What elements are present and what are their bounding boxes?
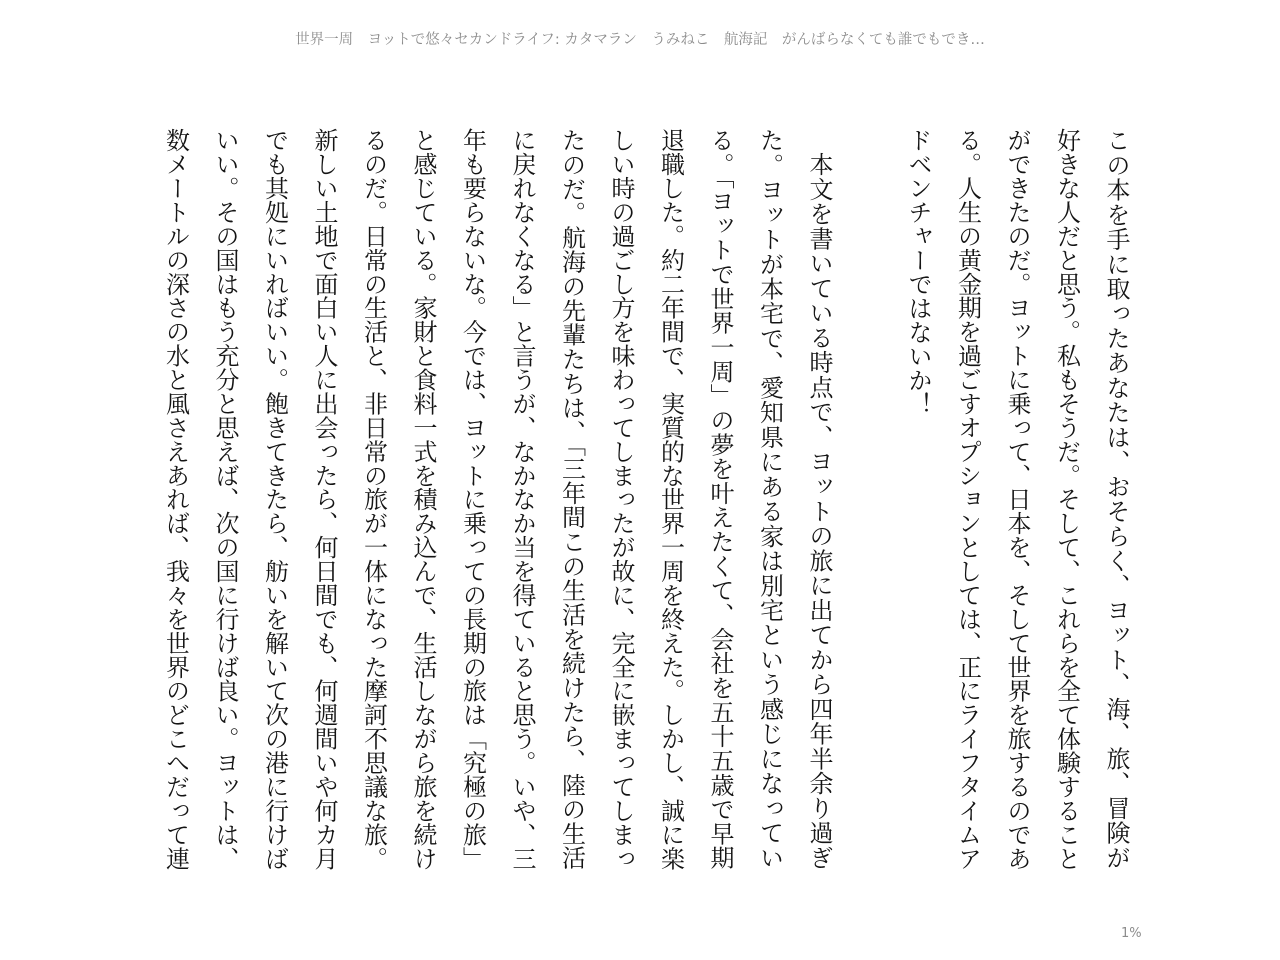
text-column: 数メートルの深さの水と風さえあれば、我々を世界のどこへだって連	[161, 128, 190, 871]
text-column: と感じている。家財と食料一式を積み込んで、生活しながら旅を続け	[409, 128, 437, 871]
text-column: でも其処にいればいい。飽きてきたら、舫いを解いて次の港に行けば	[260, 128, 289, 871]
text-column: 年も要らないな。今では、ヨットに乗っての長期の旅は「究極の旅」	[458, 128, 487, 871]
text-column: に戻れなくなる」と言うが、なかなか当を得ていると思う。いや、三	[508, 128, 536, 871]
text-column: この本を手に取ったあなたは、おそらく、ヨット、海、旅、冒険が	[1102, 128, 1130, 870]
text-column: た。ヨットが本宅で、愛知県にある家は別宅という感じになってい	[755, 128, 784, 870]
paragraph	[893, 128, 1141, 888]
text-column: たのだ。航海の先輩たちは、「三年間この生活を続けたら、陸の生活	[557, 128, 586, 870]
text-column: る。「ヨットで世界一周」の夢を叶えたくて、会社を五十五歳で早期	[706, 128, 734, 870]
text-column: 本文を書いている時点で、ヨットの旅に出てから四年半余り過ぎ	[805, 152, 833, 871]
text-column: ドベンチャーではないか！	[904, 128, 932, 416]
text-column: 好きな人だと思う。私もそうだ。そして、これらを全て体験すること	[1052, 128, 1081, 871]
text-column: いい。その国はもう充分と思えば、次の国に行けば良い。ヨットは、	[211, 128, 239, 871]
paragraph	[150, 128, 843, 888]
text-column: 退職した。約二年間で、実質的な世界一周を終えた。しかし、誠に楽	[656, 128, 685, 871]
text-column: るのだ。日常の生活と、非日常の旅が一体になった摩訶不思議な旅。	[359, 128, 388, 871]
text-column: しい時の過ごし方を味わってしまったが故に、完全に嵌まってしまっ	[607, 128, 635, 871]
reading-progress-label: 1%	[1121, 926, 1142, 941]
reading-page[interactable]	[150, 128, 1140, 888]
text-column: ができたのだ。ヨットに乗って、日本を、そして世界を旅するのであ	[1003, 128, 1031, 871]
text-column: る。人生の黄金期を過ごすオプションとしては、正にライフタイムア	[953, 128, 982, 871]
book-title-header: 世界一周 ヨットで悠々セカンドライフ: カタマラン うみねこ 航海記 がんばらなくても誰でもでき…	[295, 32, 985, 48]
text-column: 新しい土地で面白い人に出会ったら、何日間でも、何週間いや何カ月	[310, 128, 338, 871]
